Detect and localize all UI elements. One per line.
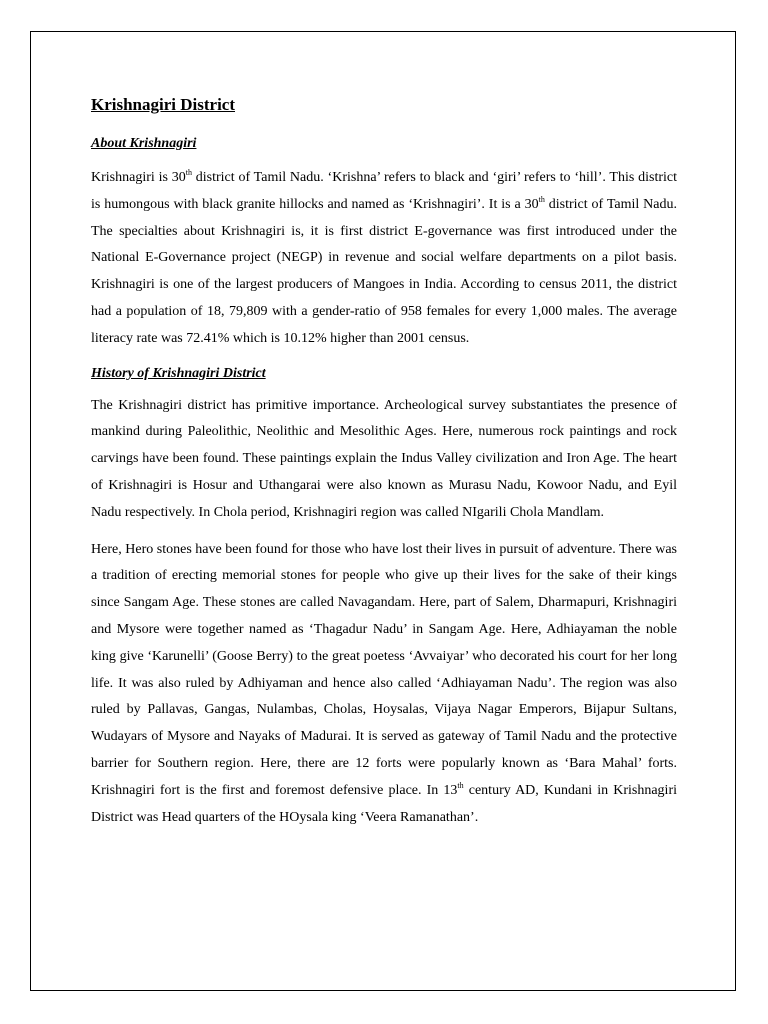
- section-heading-about: About Krishnagiri: [91, 136, 197, 151]
- text-run: The Krishnagiri district has primitive importance. Archeological survey substantiates the presence of mankind during Paleolithic, Neolithic and Mesolithic Ages. Here, numerous rock paintings and rock carvings have been found. These paintings explain the Indus Valley civilization and Iron Age. The heart of Krishnagiri is Hosur and Uthangarai were also known as Murasu Nadu, Kowoor Nadu, and Eyil Nadu respectively. In Chola period, Krishnagiri region was called NIgarili Chola Mandlam.: [91, 397, 677, 520]
- paragraph-history-1: [91, 393, 677, 527]
- document-body: [91, 94, 677, 831]
- text-run: district of Tamil Nadu. ‘Krishna’ refers to black and ‘giri’ refers to ‘hill’. This district is humongous with black granite hillocks and named as ‘Krishnagiri’. It is a 30: [91, 170, 677, 212]
- section-heading-history: History of Krishnagiri District: [91, 365, 266, 381]
- paragraph-about: [91, 165, 677, 353]
- paragraph-history-2: [91, 537, 677, 832]
- text-run: Here, Hero stones have been found for those who have lost their lives in pursuit of adventure. There was a tradition of erecting memorial stones for people who give up their lives for the sake of their kings since Sangam Age. These stones are called Navagandam. Here, part of Salem, Dharmapuri, Krishnagiri and Mysore were together named as ‘Thagadur Nadu’ in Sangam Age. Here, Adhiayaman the noble king give ‘Karunelli’ (Goose Berry) to the great poetess ‘Avvaiyar’ who decorated his court for her long life. It was also ruled by Adhiyaman and hence also called ‘Adhiayaman Nadu’. The region was also ruled by Pallavas, Gangas, Nulambas, Cholas, Hoysalas, Vijaya Nagar Emperors, Bijapur Sultans, Wudayars of Mysore and Nayaks of Madurai. It is served as gateway of Tamil Nadu and the protective barrier for Southern region. Here, there are 12 forts were popularly known as ‘Bara Mahal’ forts. Krishnagiri fort is the first and foremost defensive place. In 13: [91, 541, 677, 798]
- document-title: Krishnagiri District: [91, 95, 236, 114]
- text-run: century AD, Kundani in Krishnagiri District was Head quarters of the HOysala king ‘Veera Ramanathan’.: [91, 782, 677, 825]
- text-run: district of Tamil Nadu. The specialties about Krishnagiri is, it is first district E-governance was first introduced under the National E-Governance project (NEGP) in revenue and social welfare departments on a pilot basis. Krishnagiri is one of the largest producers of Mangoes in India. According to census 2011, the district had a population of 18, 79,809 with a gender-ratio of 958 females for every 1,000 males. The average literacy rate was 72.41% which is 10.12% higher than 2001 census.: [91, 196, 677, 346]
- superscript-ordinal: th: [538, 194, 545, 204]
- document-page: [30, 31, 736, 991]
- text-run: Krishnagiri is 30: [91, 170, 186, 185]
- superscript-ordinal: th: [457, 780, 464, 790]
- superscript-ordinal: th: [185, 168, 192, 177]
